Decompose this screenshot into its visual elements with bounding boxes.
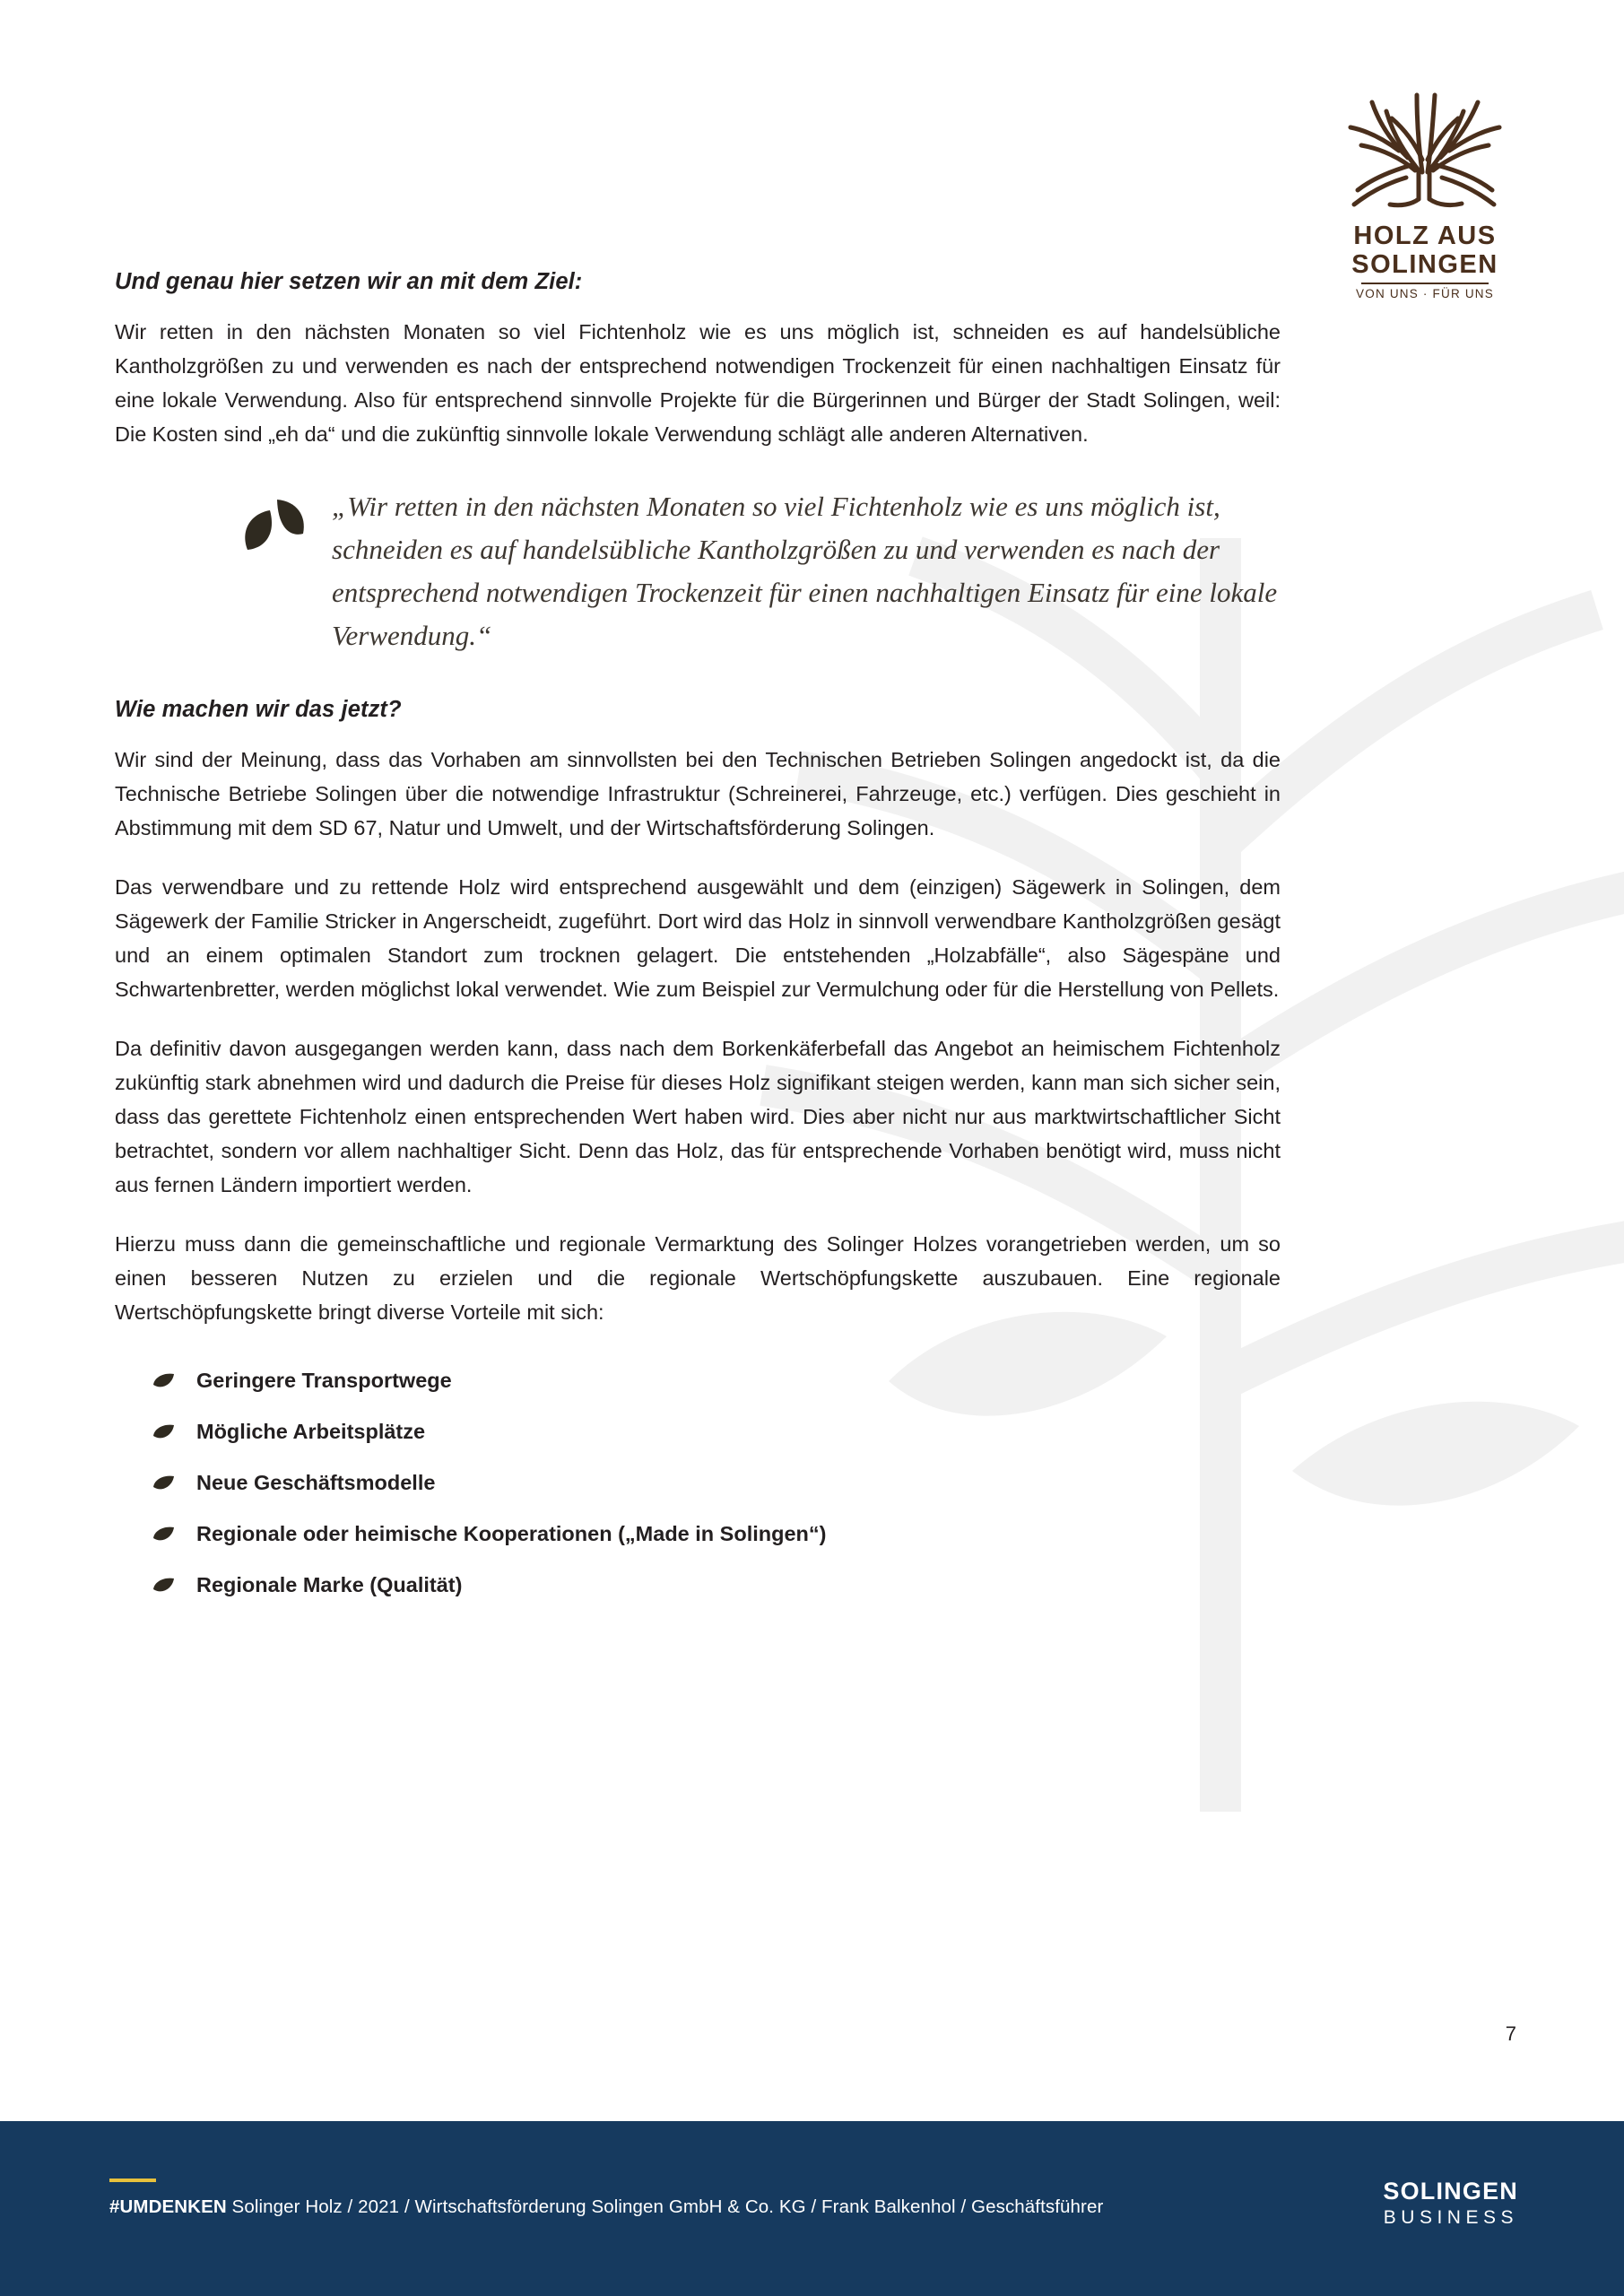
list-item-label: Neue Geschäftsmodelle [196,1471,436,1494]
list-item-label: Mögliche Arbeitsplätze [196,1420,426,1443]
footer-credit-text: Solinger Holz / 2021 / Wirtschaftsförderung Solingen GmbH & Co. KG / Frank Balkenhol / Geschäftsführer [226,2196,1104,2217]
footer-accent-rule [109,2179,156,2182]
logo-line1: HOLZ AUS [1353,222,1497,250]
logo-line2: SOLINGEN [1351,250,1498,279]
list-item-label: Regionale Marke (Qualität) [196,1573,463,1596]
footer-hashtag: #UMDENKEN [109,2196,227,2217]
brand-name: SOLINGEN [1383,2178,1518,2205]
leaf-bullet-icon [152,1423,176,1441]
leaf-bullet-icon [152,1474,176,1492]
section-heading-ziel: Und genau hier setzen wir an mit dem Ziel: [115,269,583,294]
pull-quote [115,485,1281,657]
list-item [115,1573,1281,1597]
list-item [115,1369,1281,1393]
logo-tagline: VON UNS · FÜR UNS [1356,287,1494,300]
list-item [115,1522,1281,1546]
list-item-label: Geringere Transportwege [196,1369,452,1392]
footer-credit [109,2196,1103,2218]
pull-quote-text: „Wir retten in den nächsten Monaten so viel Fichtenholz wie es uns möglich ist, schneiden es auf handelsübliche Kantholzgrößen zu und verwenden es nach der entsprechend notwendigen Trockenzeit für einen nachhaltigen Einsatz für eine lokale Verwendung.“ [332,491,1278,651]
leaf-bullet-icon [152,1526,176,1544]
section-heading-wie: Wie machen wir das jetzt? [115,697,402,722]
list-item [115,1471,1281,1495]
paragraph-technische-betriebe: Wir sind der Meinung, dass das Vorhaben am sinnvollsten bei den Technischen Betrieben Solingen angedockt ist, da die Technische Betriebe Solingen über die notwendige Infrastruktur (Schreinerei, Fahrzeuge, etc.) verfügen. Dies geschieht in Abstimmung mit dem SD 67, Natur und Umwelt, und der Wirtschaftsförderung Solingen. [115,748,1281,839]
paragraph-saegewerk: Das verwendbare und zu rettende Holz wird entsprechend ausgewählt und dem (einzigen) Sägewerk in Solingen, dem Sägewerk der Familie Stricker in Angerscheidt, zugeführt. Dort wird das Holz in sinnvoll verwendbare Kantholzgrößen gesägt und an einem optimalen Standort zum trocknen gelagert. Die entstehenden „Holzabfälle“, also Sägespäne und Schwartenbretter, werden möglichst lokal verwendet. Wie zum Beispiel zur Vermulchung oder für die Herstellung von Pellets. [115,875,1281,1001]
benefits-list [115,1369,1281,1597]
holz-aus-solingen-logo [1329,65,1522,302]
paragraph-vermarktung: Hierzu muss dann die gemeinschaftliche und regionale Vermarktung des Solinger Holzes vorangetrieben werden, um so einen besseren Nutzen zu erzielen und die regionale Wertschöpfungskette auszubauen. Eine regionale Wertschöpfungskette bringt diverse Vorteile mit sich: [115,1232,1281,1324]
leaf-bullet-icon [152,1577,176,1595]
list-item [115,1420,1281,1444]
solingen-business-logo [1383,2177,1518,2231]
brand-subtitle: BUSINESS [1383,2207,1518,2228]
leaf-bullet-icon [152,1372,176,1390]
paragraph-borkenkaefer: Da definitiv davon ausgegangen werden kann, dass nach dem Borkenkäferbefall das Angebot an heimischem Fichtenholz zukünftig stark abnehmen wird und dadurch die Preise für dieses Holz signifikant steigen werden, kann man sich sicher sein, dass das gerettete Fichtenholz einen entsprechenden Wert haben wird. Dies aber nicht nur aus marktwirtschaftlicher Sicht betrachtet, sondern vor allem nachhaltiger Sicht. Denn das Holz, das für entsprechende Vorhaben benötigt wird, muss nicht aus fernen Ländern importiert werden. [115,1037,1281,1196]
paragraph-ziel: Wir retten in den nächsten Monaten so viel Fichtenholz wie es uns möglich ist, schneiden es auf handelsübliche Kantholzgrößen zu und verwenden es nach der entsprechend notwendigen Trockenzeit für einen nachhaltigen Einsatz für eine lokale Verwendung. Also für entsprechend sinnvolle Projekte für die Bürgerinnen und Bürger der Stadt Solingen, weil: Die Kosten sind „eh da“ und die zukünftig sinnvolle lokale Verwendung schlägt alle anderen Alternativen. [115,320,1281,446]
list-item-label: Regionale oder heimische Kooperationen („Made in Solingen“) [196,1522,827,1545]
leaf-icon [240,494,310,557]
page-footer [0,2121,1624,2296]
page-number: 7 [1505,2022,1516,2045]
main-content [115,269,1281,1624]
